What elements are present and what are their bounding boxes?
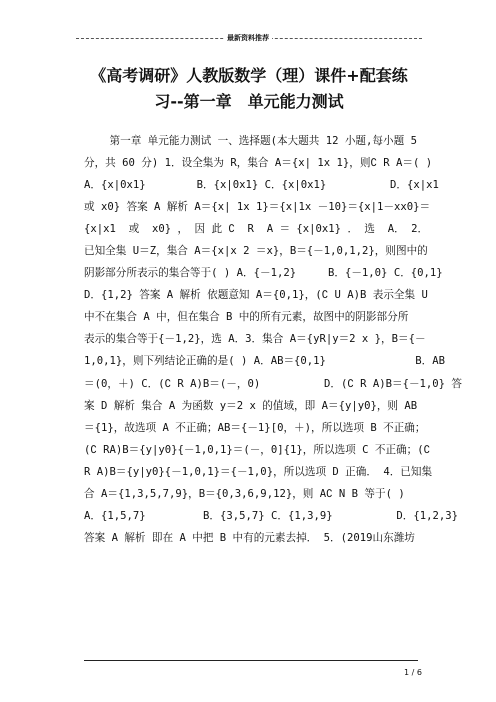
body-line: 阴影部分所表示的集合等于( ) A．{－1,2} B．{－1,0} C．{0,1}	[84, 267, 443, 280]
body-line: 分，共 60 分) 1．设全集为 R，集合 A＝{x| 1x 1}，则∁ R A＝( )	[84, 157, 433, 170]
body-line: R A)B＝{y|y0}{－1,0,1}＝{－1,0}，所以选项 D 正确． 4．已知集	[84, 465, 433, 478]
document-title: 《高考调研》人教版数学（理）课件+配套练习--第一章 单元能力测试	[90, 66, 408, 111]
body-line: 1,0,1}，则下列结论正确的是( ) A．AB＝{0,1} B．AB	[84, 355, 445, 368]
body-line: ＝(0，＋) C．(∁ R A)B＝(－，0) D．(∁ R A)B＝{－1,0} 答	[84, 377, 463, 390]
body-line: 或 x0} 答案 A 解析 A＝{x| 1x 1}＝{x|1x －10}＝{x|1－xx0}＝	[84, 201, 431, 214]
document-body	[84, 130, 463, 549]
body-line: 答案 A 解析 即在 A 中把 B 中有的元素去掉． 5．(2019山东潍坊	[84, 531, 415, 544]
footer-rule	[84, 660, 418, 661]
body-line: 案 D 解析 集合 A 为函数 y＝2 x 的值域，即 A＝{y|y0}，则 AB	[84, 399, 418, 412]
body-line: {x|x1 或 x0} ， 因 此 ∁ R A ＝ {x|0x1} ． 选 A． 2．	[84, 223, 429, 236]
header-label-text: 最新资料推荐	[224, 34, 272, 42]
body-line: 第一章 单元能力测试 一、选择题(本大题共 12 小题,每小题 5	[84, 135, 417, 147]
body-line: D．{1,2} 答案 A 解析 依题意知 A＝{0,1}，(∁ U A)B 表示全集 U	[84, 289, 428, 302]
header-label	[0, 32, 496, 44]
body-line: 合 A＝{1,3,5,7,9}，B＝{0,3,6,9,12}，则 A∁ N B 等于( )	[84, 487, 405, 500]
body-line: A．{x|0x1} B．{x|0x1} C．{x|0x1} D．{x|x1	[84, 179, 439, 192]
body-line: ＝{1}，故选项 A 不正确；AB＝{－1}[0，＋)，所以选项 B 不正确；	[84, 421, 426, 434]
body-line: A．{1,5,7} B．{3,5,7} C．{1,3,9} D．{1,2,3}	[84, 509, 459, 522]
page-number: 1 / 6	[404, 668, 422, 677]
body-line: 表示的集合等于{－1,2}，选 A．3．集合 A＝{yR|y＝2 x }，B＝{－	[84, 333, 426, 346]
body-line: (∁ RA)B＝{y|y0}{－1,0,1}＝(－，0]{1}，所以选项 C 不正确；(∁	[84, 443, 431, 456]
body-line: 中不在集合 A 中，但在集合 B 中的所有元素，故图中的阴影部分所	[84, 311, 409, 324]
body-line: 已知全集 U＝Z，集合 A＝{x|x 2 ＝x}，B＝{－1,0,1,2}，则图中的	[84, 245, 428, 258]
